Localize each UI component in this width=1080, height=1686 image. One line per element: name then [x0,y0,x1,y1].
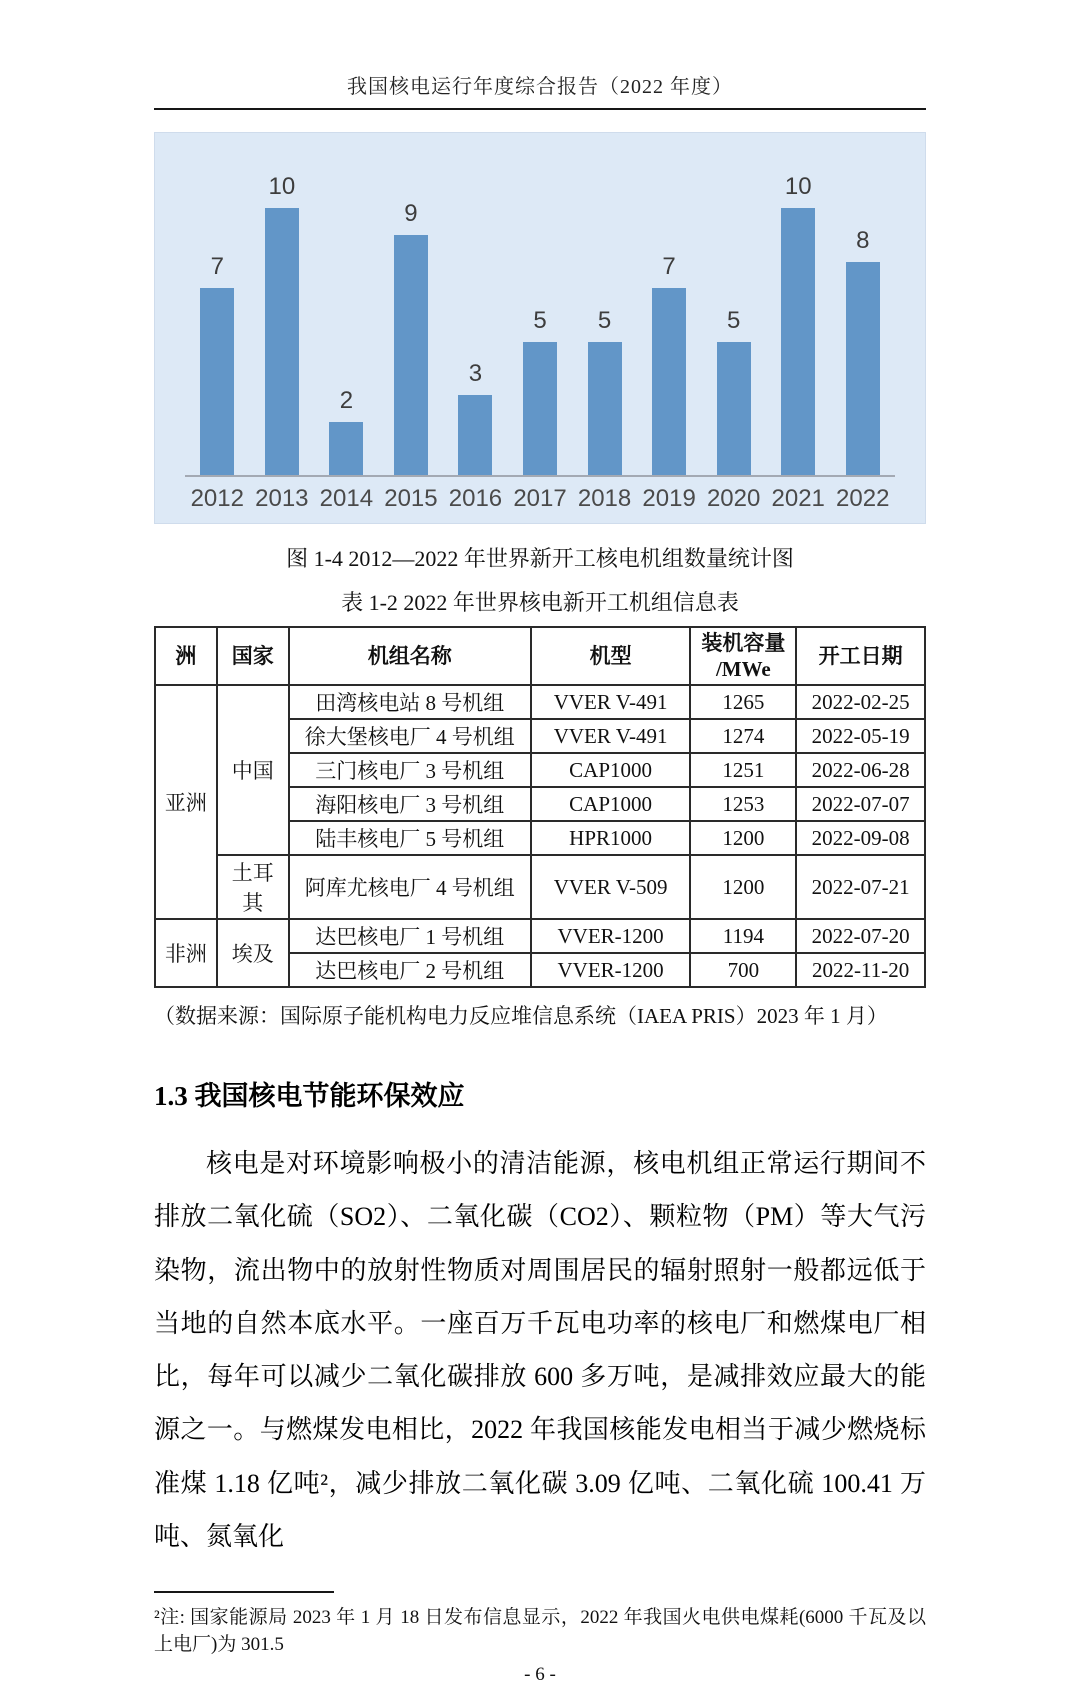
cell-model: CAP1000 [531,787,691,821]
cell-capacity: 1251 [690,753,796,787]
x-axis-label: 2019 [642,485,696,512]
cell-unit-name: 阿库尤核电厂 4 号机组 [289,855,531,919]
bar [652,288,686,475]
x-axis-label: 2013 [255,485,309,512]
x-axis-label: 2020 [706,485,761,512]
bar [394,235,428,475]
bar-value-label: 3 [468,360,483,387]
bar-column [314,387,379,475]
cell-capacity: 1274 [690,719,796,753]
cell-start-date: 2022-07-20 [796,919,925,953]
cell-model: VVER-1200 [531,953,691,987]
bar [781,208,815,475]
cell-unit-name: 达巴核电厂 1 号机组 [289,919,531,953]
x-axis-label: 2022 [836,485,890,512]
x-axis-label: 2016 [448,485,503,512]
bar-chart [154,132,926,524]
col-header-capacity-line2: /MWe [715,657,771,681]
cell-model: VVER V-491 [531,685,691,719]
bar-column [637,253,702,475]
section-heading: 1.3 我国核电节能环保效应 [154,1081,465,1111]
cell-country: 中国 [217,685,289,855]
bar-value-label: 8 [856,227,870,254]
footnote-divider [154,1591,334,1593]
x-axis-label: 2012 [190,485,244,512]
bar-value-label: 7 [662,253,676,280]
bar-value-label: 5 [597,307,612,334]
cell-capacity: 1194 [690,919,796,953]
bar-value-label: 9 [404,200,418,227]
cell-model: VVER V-509 [531,855,691,919]
bar [523,342,557,475]
table-header-row [155,627,925,685]
cell-unit-name: 陆丰核电厂 5 号机组 [289,821,531,855]
table-row [155,685,925,719]
cell-start-date: 2022-06-28 [796,753,925,787]
cell-capacity: 1265 [690,685,796,719]
chart-plot [185,145,895,477]
cell-model: VVER V-491 [531,719,691,753]
cell-model: HPR1000 [531,821,691,855]
col-header-unit-name: 机组名称 [289,627,531,685]
cell-model: CAP1000 [531,753,691,787]
bar-value-label: 5 [726,307,741,334]
bar-value-label: 10 [784,173,812,200]
bar [717,342,751,475]
chart-xlabels [185,477,895,521]
bar-column [701,307,766,475]
cell-unit-name: 三门核电厂 3 号机组 [289,753,531,787]
bar-column [250,173,315,475]
x-axis-label: 2015 [384,485,438,512]
cell-unit-name: 海阳核电厂 3 号机组 [289,787,531,821]
table-row [155,855,925,919]
figure-caption: 图 1-4 2012—2022 年世界新开工核电机组数量统计图 [286,546,794,571]
bar-value-label: 7 [210,253,224,280]
cell-capacity: 1200 [690,821,796,855]
body-paragraph: 核电是对环境影响极小的清洁能源，核电机组正常运行期间不排放二氧化硫（SO2）、二氧化碳（CO2）、颗粒物（PM）等大气污染物，流出物中的放射性物质对周围居民的辐射照射一般都远低于当地的自然本底水平。一座百万千瓦电功率的核电厂和燃煤电厂相比，每年可以减少二氧化碳排放 600 多万吨，是减排效应最大的能源之一。与燃煤发电相比，2022 年我国核能发电相当于减少燃烧标准煤 1.18 亿吨²，减少排放二氧化碳 3.09 亿吨、二氧化硫 100.41 万吨、氮氧化 [154,1149,926,1552]
bar-column [508,307,573,475]
cell-unit-name: 田湾核电站 8 号机组 [289,685,531,719]
table-caption: 表 1-2 2022 年世界核电新开工机组信息表 [341,590,739,615]
bar [846,262,880,475]
x-axis-label: 2018 [577,485,632,512]
cell-start-date: 2022-05-19 [796,719,925,753]
footnote-text: ²注: 国家能源局 2023 年 1 月 18 日发布信息显示，2022 年我国火电供电煤耗(6000 千瓦及以上电厂)为 301.5 [154,1607,926,1656]
running-header-title: 我国核电运行年度综合报告（2022 年度） [347,76,733,98]
cell-continent: 亚洲 [155,685,217,919]
cell-start-date: 2022-09-08 [796,821,925,855]
x-axis-label: 2021 [771,485,825,512]
bar-column [379,200,444,475]
cell-start-date: 2022-07-21 [796,855,925,919]
cell-continent: 非洲 [155,919,217,987]
bar-column [185,253,250,475]
bar [588,342,622,475]
bar [200,288,234,475]
bar-column [572,307,637,475]
page-number: - 6 - [524,1664,556,1686]
x-axis-label: 2014 [319,485,374,512]
cell-unit-name: 徐大堡核电厂 4 号机组 [289,719,531,753]
cell-start-date: 2022-07-07 [796,787,925,821]
cell-start-date: 2022-11-20 [796,953,925,987]
bar-value-label: 2 [339,387,354,414]
col-header-model: 机型 [531,627,691,685]
page-content [154,0,926,1686]
bar-value-label: 10 [268,173,296,200]
cell-country: 埃及 [217,919,289,987]
bar-column [830,227,895,475]
bar [265,208,299,475]
col-header-capacity-line1: 装机容量 [701,630,786,655]
col-header-continent: 洲 [155,627,217,685]
col-header-capacity [690,627,796,685]
units-table [154,626,926,988]
cell-model: VVER-1200 [531,919,691,953]
bar [329,422,363,475]
cell-country: 土耳其 [217,855,289,919]
data-source-note: （数据来源：国际原子能机构电力反应堆信息系统（IAEA PRIS）2023 年 1 月） [154,1004,888,1028]
x-axis-label: 2017 [513,485,567,512]
bar [458,395,492,475]
col-header-country: 国家 [217,627,289,685]
cell-capacity: 700 [690,953,796,987]
header-divider [154,108,926,110]
cell-start-date: 2022-02-25 [796,685,925,719]
cell-capacity: 1253 [690,787,796,821]
cell-unit-name: 达巴核电厂 2 号机组 [289,953,531,987]
bar-column [443,360,508,475]
bar-column [766,173,831,475]
table-row [155,919,925,953]
col-header-start-date: 开工日期 [796,627,925,685]
cell-capacity: 1200 [690,855,796,919]
bar-value-label: 5 [533,307,547,334]
footnote-block [154,1591,926,1656]
